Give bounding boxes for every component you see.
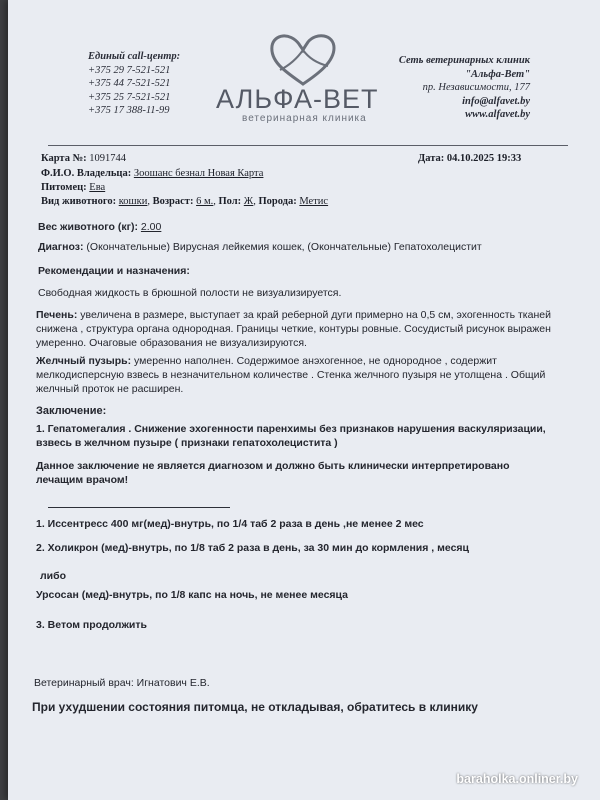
- doctor-row: [34, 677, 210, 689]
- warning-text: При ухудшении состояния питомца, не откладывая, обратитесь в клинику: [32, 700, 478, 714]
- logo-name: АЛЬФА-ВЕТ: [216, 84, 379, 114]
- owner-value: Зоошанс безнал Новая Карта: [133, 168, 264, 179]
- card-label: Карта №:: [41, 153, 87, 164]
- diagnosis-label: Диагноз:: [38, 241, 84, 253]
- prescription-1: 1. Иссентресс 400 мг(мед)-внутрь, по 1/4 таб 2 раза в день ,не менее 2 мес: [36, 518, 424, 530]
- disclaimer-text: Данное заключение не является диагнозом и должно быть клинически интерпретировано лечащим врачом!: [36, 460, 510, 486]
- prescription-2-alt: Урсосан (мед)-внутрь, по 1/8 капс на ночь, не менее месяца: [36, 589, 348, 601]
- breed-label: Порода:: [258, 196, 297, 207]
- diagnosis-value: (Окончательные) Вирусная лейкемия кошек, (Окончательные) Гепатохолецистит: [86, 241, 482, 253]
- clinic-website: www.alfavet.by: [465, 109, 530, 120]
- doctor-label: Ветеринарный врач:: [34, 677, 134, 689]
- pet-value: Ева: [89, 182, 106, 193]
- gallbladder-paragraph: [36, 354, 556, 396]
- free-fluid-text: Свободная жидкость в брюшной полости не визуализируется.: [38, 287, 342, 299]
- liver-paragraph: [36, 308, 556, 350]
- conclusion-text: 1. Гепатомегалия . Снижение эхогенности паренхимы без признаков нарушения васкуляризации, взвесь в желчном пузыре ( признаки гепатохолецистита ): [36, 423, 546, 449]
- gallbladder-text: умеренно наполнен. Содержимое анэхогенное, не однородное , содержит мелкодисперсную взвесь в незначительном количестве . Стенка желчного пузыря не утолщена . Общий желчный проток не расширен.: [36, 355, 546, 395]
- pet-label: Питомец:: [41, 182, 87, 193]
- phone-2: +375 44 7-521-521: [88, 78, 171, 89]
- watermark: baraholka.onliner.by: [456, 772, 578, 786]
- call-center-block: [88, 50, 180, 118]
- card-number-row: [41, 153, 126, 164]
- diagnosis-row: [38, 241, 482, 253]
- recommendations-title: Рекомендации и назначения:: [38, 265, 190, 277]
- conclusion-title: Заключение:: [36, 405, 107, 417]
- weight-label: Вес животного (кг):: [38, 221, 138, 233]
- prescription-2: 2. Холикрон (мед)-внутрь, по 1/8 таб 2 раза в день, за 30 мин до кормления , месяц: [36, 542, 470, 554]
- weight-value: 2.00: [140, 221, 162, 233]
- date-label: Дата:: [418, 153, 445, 164]
- call-center-title: Единый call-центр:: [88, 51, 181, 62]
- date-row: [418, 153, 521, 164]
- liver-label: Печень:: [36, 309, 78, 321]
- age-label: Возраст:: [152, 196, 194, 207]
- species-row: Вид животного: кошки, Возраст: 6 м., Пол: Ж, Порода: Метис: [41, 196, 329, 207]
- clinic-address: пр. Независимости, 177: [422, 82, 530, 93]
- weight-row: [38, 221, 161, 233]
- pet-row: [41, 182, 105, 193]
- document-page: [8, 0, 600, 800]
- clinic-email: info@alfavet.by: [462, 95, 530, 107]
- sex-value: Ж: [243, 196, 254, 207]
- header-divider: [48, 145, 568, 146]
- signature-line: [48, 507, 230, 508]
- phone-4: +375 17 388-11-99: [88, 105, 170, 116]
- prescription-or: либо: [40, 570, 67, 582]
- breed-value: Метис: [299, 196, 329, 207]
- date-value: 04.10.2025 19:33: [446, 153, 522, 164]
- species-value: кошки: [118, 196, 148, 207]
- phone-3: +375 25 7-521-521: [88, 91, 171, 103]
- age-value: 6 м.: [196, 196, 214, 207]
- liver-text: увеличена в размере, выступает за край реберной дуги примерно на 0,5 см, эхогенность тканей снижена , структура органа однородная. Границы четкие, контуры ровные. Сосудистый рисунок выражен умеренно. Очаговые образования не визуализируются.: [36, 309, 551, 349]
- card-number: 1091744: [89, 153, 127, 164]
- species-label: Вид животного:: [41, 196, 117, 207]
- sex-label: Пол:: [218, 196, 242, 207]
- clinic-info-block: [399, 54, 530, 122]
- logo-subtitle: ветеринарная клиника: [242, 113, 367, 124]
- network-name: "Альфа-Вет": [465, 68, 530, 80]
- gallbladder-label: Желчный пузырь:: [36, 355, 132, 367]
- prescription-3: 3. Ветом продолжить: [36, 619, 147, 631]
- heart-logo-icon: [266, 30, 340, 88]
- phone-1: +375 29 7-521-521: [88, 64, 171, 76]
- doctor-name: Игнатович Е.В.: [136, 677, 210, 689]
- network-title: Сеть ветеринарных клиник: [398, 55, 530, 66]
- owner-label: Ф.И.О. Владельца:: [41, 168, 132, 179]
- owner-row: [41, 168, 263, 179]
